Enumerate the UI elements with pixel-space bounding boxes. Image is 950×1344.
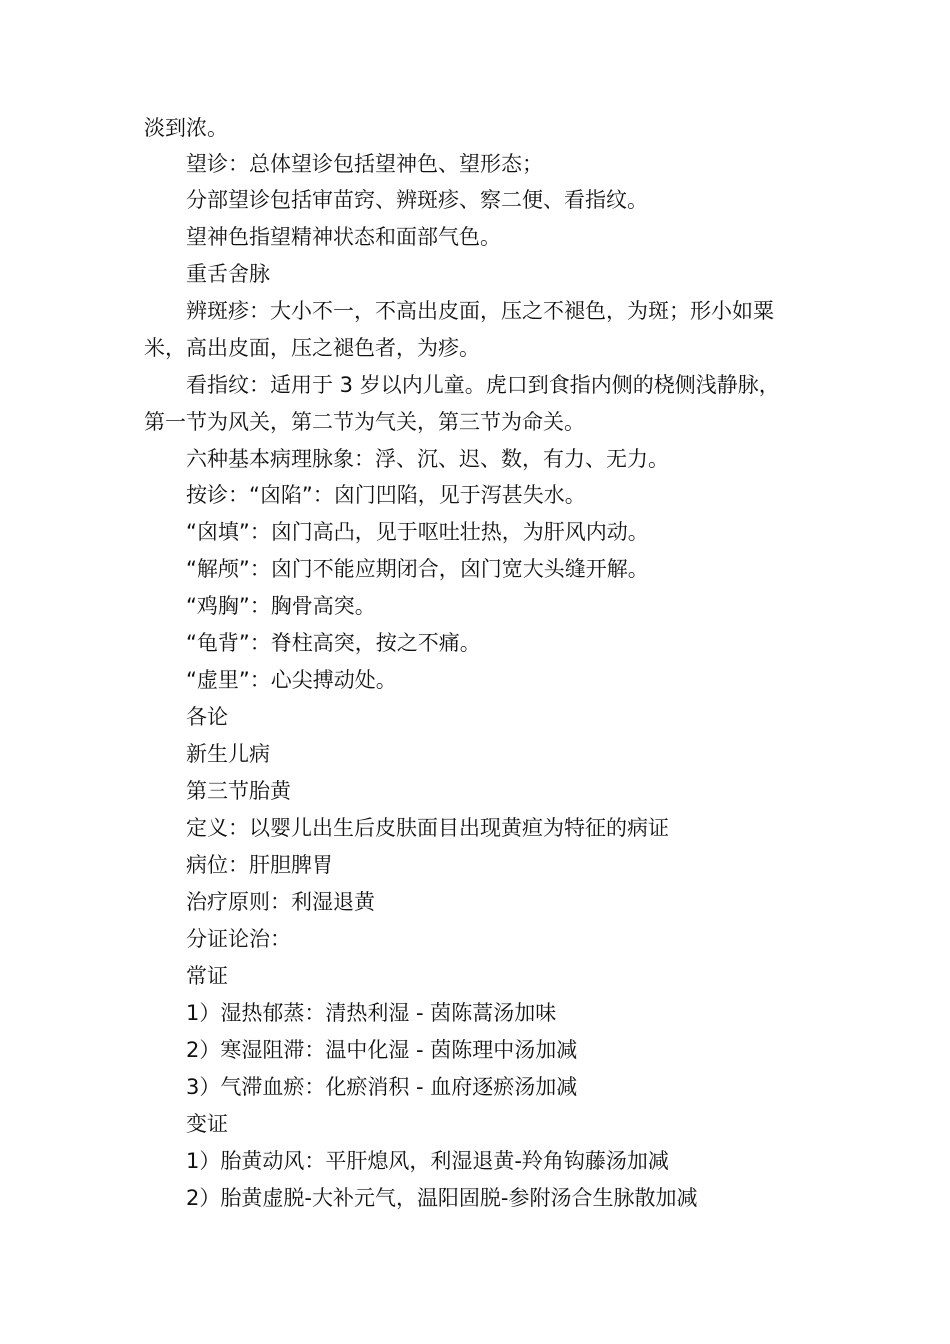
- section-heading: 各论: [186, 705, 228, 729]
- text-line: 治疗原则：利湿退黄: [186, 890, 375, 914]
- section-heading: 变证: [186, 1112, 228, 1136]
- text-line: 定义：以婴儿出生后皮肤面目出现黄疸为特征的病证: [186, 816, 669, 840]
- text-line: 米，高出皮面，压之褪色者，为疹。: [144, 336, 480, 360]
- text-line: 病位：肝胆脾胃: [186, 853, 333, 877]
- text-line: “鸡胸”：胸骨高突。: [186, 594, 376, 618]
- text-line: “虚里”：心尖搏动处。: [186, 668, 397, 692]
- list-item: 2）寒湿阻滞：温中化湿 - 茵陈理中汤加减: [186, 1038, 578, 1062]
- text-line: 按诊：“囟陷”：囟门凹陷，见于泻甚失水。: [186, 483, 586, 507]
- text-line: 六种基本病理脉象：浮、沉、迟、数，有力、无力。: [186, 447, 669, 471]
- list-item: 1）胎黄动风：平肝熄风，利湿退黄-羚角钩藤汤加减: [186, 1149, 669, 1173]
- section-heading: 常证: [186, 964, 228, 988]
- text-line: 分部望诊包括审苗窍、辨斑疹、察二便、看指纹。: [186, 188, 648, 212]
- text-line: 辨斑疹：大小不一，不高出皮面，压之不褪色，为斑；形小如粟: [186, 299, 774, 323]
- text-line: 淡到浓。: [144, 116, 228, 140]
- list-item: 2）胎黄虚脱-大补元气，温阳固脱-参附汤合生脉散加减: [186, 1186, 698, 1210]
- text-line: 望诊：总体望诊包括望神色、望形态；: [186, 152, 543, 176]
- text-line: 重舌舍脉: [186, 262, 270, 286]
- list-item: 3）气滞血瘀：化瘀消积 - 血府逐瘀汤加减: [186, 1075, 578, 1099]
- text-line: “龟背”：脊柱高突，按之不痛。: [186, 631, 481, 655]
- text-line: 分证论治：: [186, 927, 291, 951]
- list-item: 1）湿热郁蒸：清热利湿 - 茵陈蒿汤加味: [186, 1001, 557, 1025]
- text-line: “囟填”：囟门高凸，见于呕吐壮热，为肝风内动。: [186, 520, 649, 544]
- text-line: 看指纹：适用于 3 岁以内儿童。虎口到食指内侧的桡侧浅静脉，: [186, 373, 780, 397]
- section-heading: 第三节胎黄: [186, 779, 291, 803]
- text-line: 望神色指望精神状态和面部气色。: [186, 225, 501, 249]
- text-line: 第一节为风关，第二节为气关，第三节为命关。: [144, 410, 585, 434]
- text-line: “解颅”：囟门不能应期闭合，囟门宽大头缝开解。: [186, 557, 649, 581]
- section-heading: 新生儿病: [186, 742, 270, 766]
